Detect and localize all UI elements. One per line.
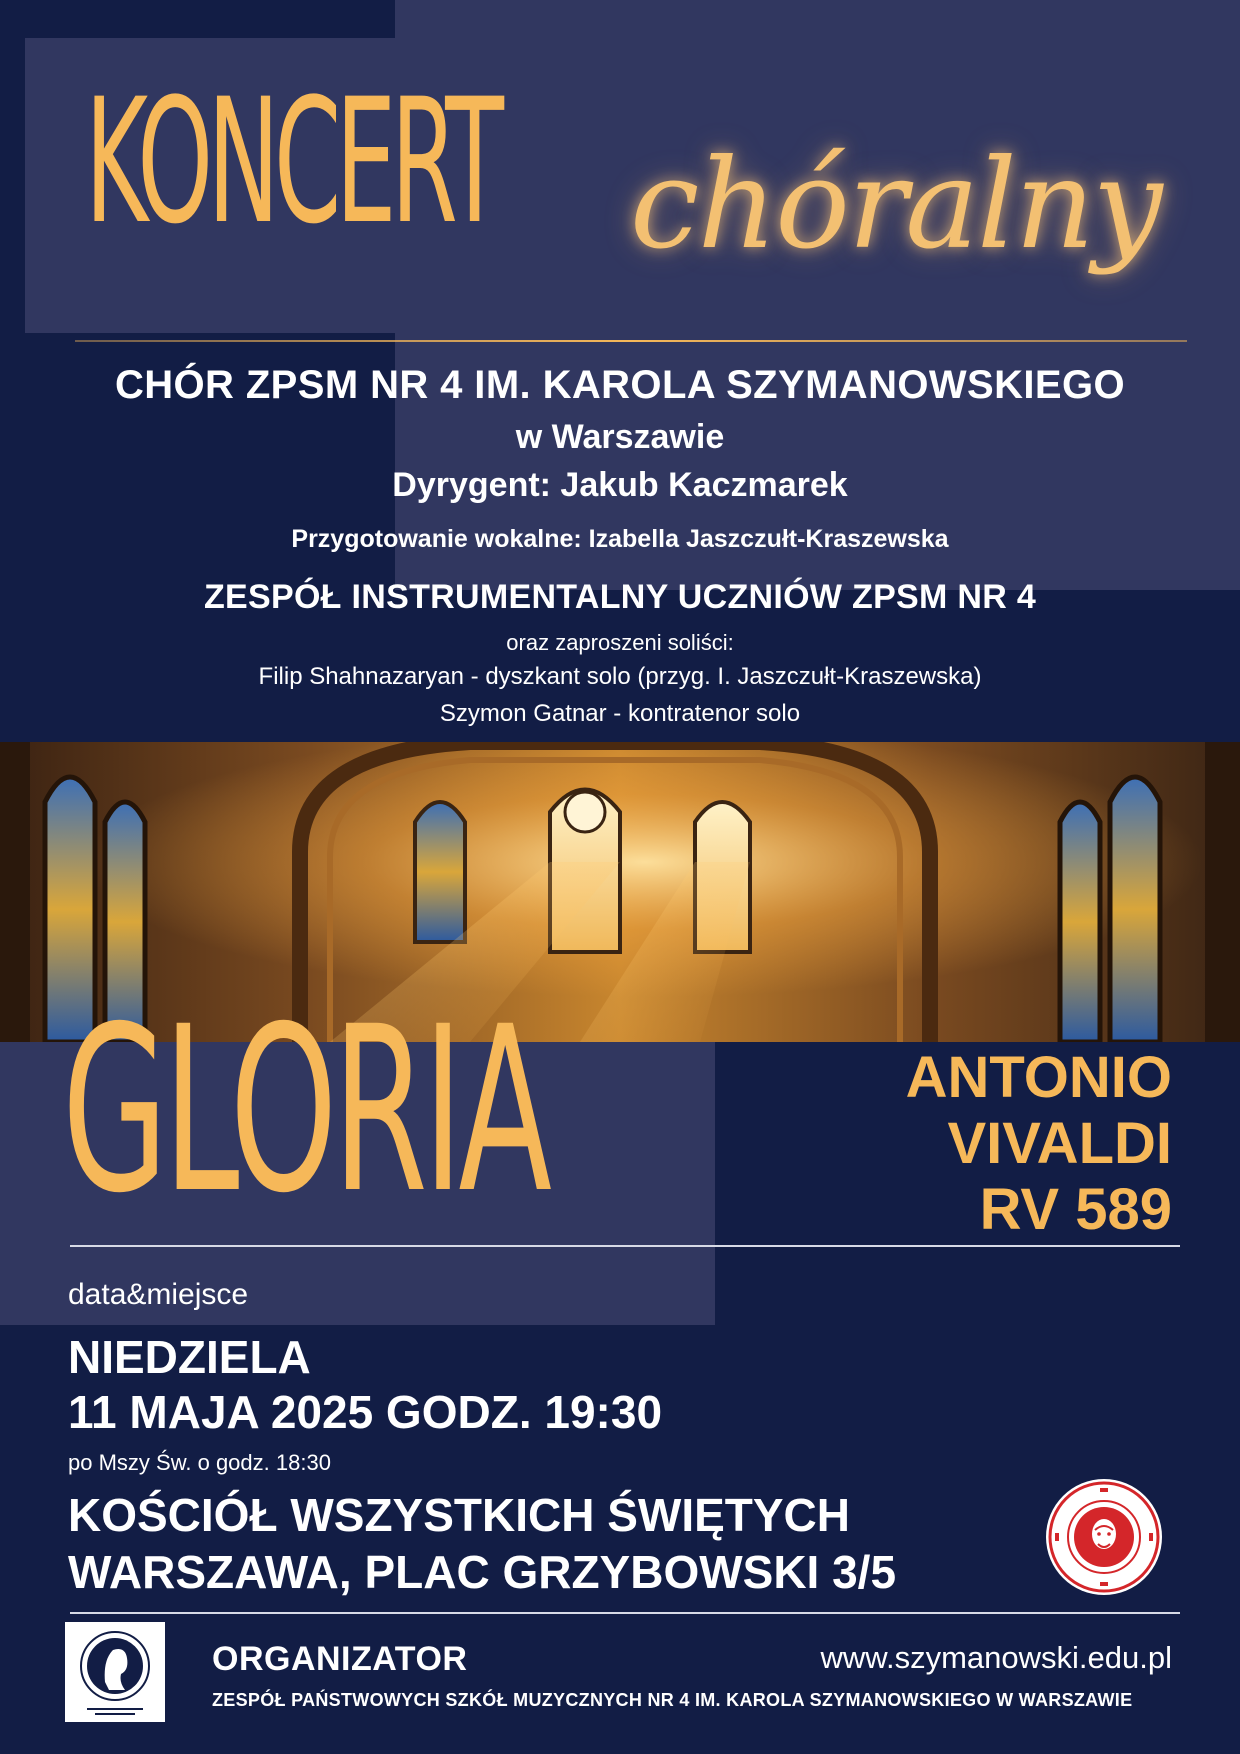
organizer-logo	[65, 1622, 165, 1722]
vocal-preparation: Przygotowanie wokalne: Izabella Jaszczułt-Kraszewska	[291, 525, 949, 553]
composer-block	[906, 1045, 1172, 1243]
composer-first-name: ANTONIO	[905, 1045, 1172, 1110]
event-venue: KOŚCIÓŁ WSZYSTKICH ŚWIĘTYCH	[68, 1489, 850, 1541]
divider-mid	[70, 1245, 1180, 1247]
choir-city: w Warszawie	[515, 418, 725, 456]
soloist-1: Filip Shahnazaryan - dyszkant solo (przyg. I. Jaszczułt-Kraszewska)	[258, 663, 982, 690]
organizer-full-name: ZESPÓŁ PAŃSTWOWYCH SZKÓŁ MUZYCZNYCH NR 4 IM. KAROLA SZYMANOWSKIEGO W WARSZAWIE	[212, 1690, 1133, 1710]
parish-seal-icon	[1045, 1478, 1163, 1596]
divider-bottom	[70, 1612, 1180, 1614]
organizer-label: ORGANIZATOR	[212, 1640, 468, 1678]
gold-divider	[75, 340, 1187, 342]
date-place-label: data&miejsce	[68, 1278, 249, 1311]
guest-soloists-intro: oraz zaproszeni soliści:	[506, 630, 734, 655]
catalog-number: RV 589	[979, 1177, 1172, 1242]
soloist-2: Szymon Gatnar - kontratenor solo	[439, 700, 801, 727]
event-day: NIEDZIELA	[68, 1331, 311, 1383]
website-link[interactable]: www.szymanowski.edu.pl	[820, 1640, 1172, 1675]
event-address: WARSZAWA, PLAC GRZYBOWSKI 3/5	[68, 1546, 897, 1598]
instrumental-ensemble: ZESPÓŁ INSTRUMENTALNY UCZNIÓW ZPSM NR 4	[203, 578, 1037, 616]
event-note: po Mszy Św. o godz. 18:30	[68, 1450, 331, 1475]
title-choralny: chóralny	[630, 133, 1161, 277]
conductor: Dyrygent: Jakub Kaczmarek	[392, 466, 848, 504]
title-koncert: KONCERT	[85, 61, 499, 262]
event-date-time: 11 MAJA 2025 GODZ. 19:30	[68, 1386, 663, 1438]
composer-last-name: VIVALDI	[947, 1111, 1172, 1176]
choir-name: CHÓR ZPSM NR 4 IM. KAROLA SZYMANOWSKIEGO	[114, 363, 1126, 407]
title-gloria: GLORIA	[62, 977, 548, 1243]
